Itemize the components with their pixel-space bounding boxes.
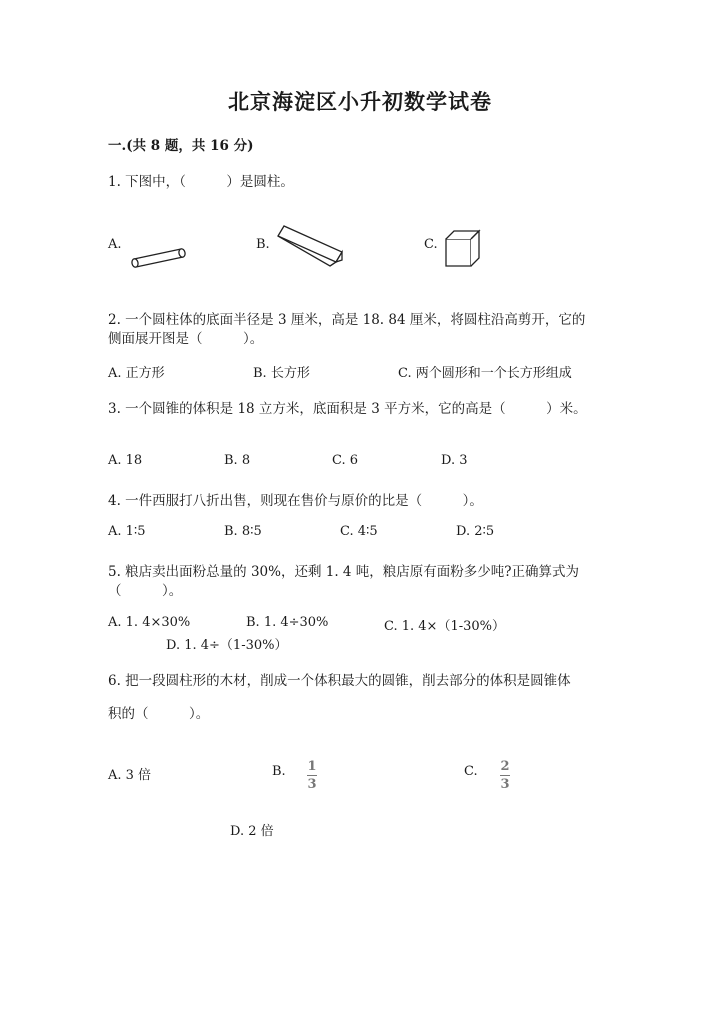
question-5-line1: 5. 粮店卖出面粉总量的 30%，还剩 1. 4 吨，粮店原有面粉多少吨?正确算式为 [108,564,580,580]
q6-option-b[interactable]: B. [272,764,286,779]
q1-option-a[interactable]: A. [108,237,122,252]
question-1-text: 1. 下图中，（ ）是圆柱。 [108,174,294,190]
question-4-text: 4. 一件西服打八折出售，则现在售价与原价的比是（ ）。 [108,493,483,509]
q4-option-a[interactable]: A. 1∶5 [108,524,146,539]
section-heading: 一.(共 8 题，共 16 分) [108,138,254,154]
q6-option-d[interactable]: D. 2 倍 [230,824,274,839]
q1-option-b[interactable]: B. [256,237,270,252]
page-title: 北京海淀区小升初数学试卷 [228,89,492,114]
question-2-line1: 2. 一个圆柱体的底面半径是 3 厘米，高是 18. 84 厘米，将圆柱沿高剪开，它的 [108,312,586,328]
cube-image [444,230,484,270]
q3-option-b[interactable]: B. 8 [224,453,251,468]
q3-option-d[interactable]: D. 3 [441,453,468,468]
q5-option-b[interactable]: B. 1. 4÷30% [246,615,329,630]
q4-option-d[interactable]: D. 2∶5 [456,524,495,539]
q6-option-c-fraction [500,759,510,792]
q4-option-b[interactable]: B. 8∶5 [224,524,262,539]
question-3-text: 3. 一个圆锥的体积是 18 立方米，底面积是 3 平方米，它的高是（ ）米。 [108,401,587,417]
fraction-bar [307,775,317,776]
q1-option-c[interactable]: C. [424,237,438,252]
question-2-line2: 侧面展开图是（ ）。 [108,331,264,347]
q3-option-a[interactable]: A. 18 [108,453,143,468]
fraction-denominator: 3 [500,777,510,792]
q6-option-c[interactable]: C. [464,764,478,779]
question-6-line1: 6. 把一段圆柱形的木材，削成一个体积最大的圆锥，削去部分的体积是圆锥体 [108,673,571,689]
q5-option-a[interactable]: A. 1. 4×30% [108,615,191,630]
q3-option-c[interactable]: C. 6 [332,453,359,468]
q2-option-a[interactable]: A. 正方形 [108,366,165,381]
cylinder-rod-image [128,242,190,270]
q6-option-b-fraction [307,759,317,792]
q5-option-c[interactable]: C. 1. 4×（1-30%） [384,619,506,634]
fraction-denominator: 3 [307,777,317,792]
q2-option-c[interactable]: C. 两个圆形和一个长方形组成 [398,366,572,381]
q4-option-c[interactable]: C. 4∶5 [340,524,378,539]
fraction-bar [500,775,510,776]
question-6-line2: 积的（ ）。 [108,706,210,722]
question-5-line2: （ ）。 [108,583,183,599]
fraction-numerator: 1 [307,759,317,774]
q6-option-a[interactable]: A. 3 倍 [108,768,152,783]
q5-option-d[interactable]: D. 1. 4÷（1-30%） [166,638,288,653]
fraction-numerator: 2 [500,759,510,774]
q2-option-b[interactable]: B. 长方形 [253,366,310,381]
triangular-prism-image [272,222,348,270]
